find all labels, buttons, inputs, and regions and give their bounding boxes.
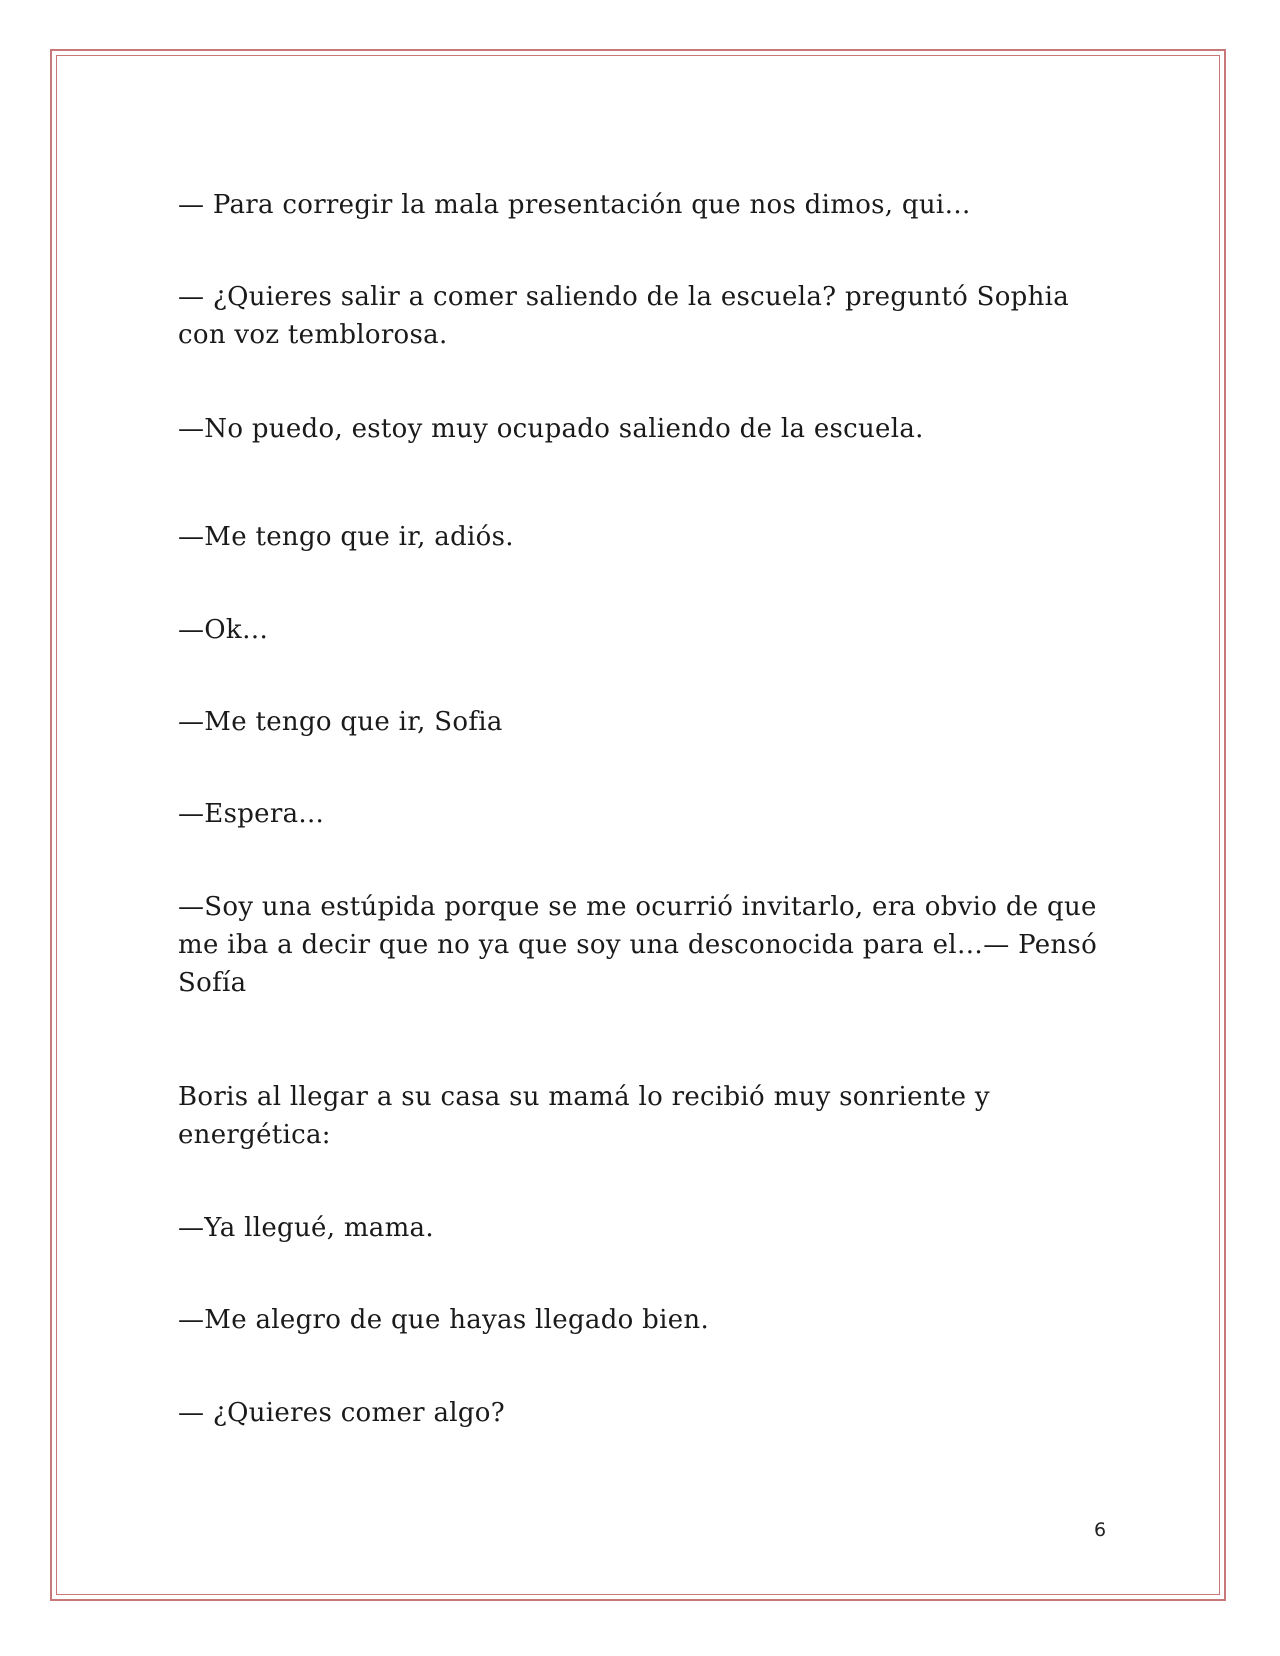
paragraph-12: — ¿Quieres comer algo? [178,1398,505,1428]
paragraph-7: —Espera... [178,799,325,829]
paragraph-9: Boris al llegar a su casa su mamá lo recibió muy sonriente y energética: [178,1082,990,1150]
paragraph-6: —Me tengo que ir, Sofia [178,707,503,737]
paragraph-11: —Me alegro de que hayas llegado bien. [178,1305,710,1335]
paragraph-3: —No puedo, estoy muy ocupado saliendo de la escuela. [178,414,924,444]
paragraph-5: —Ok… [178,615,269,645]
paragraph-8: —Soy una estúpida porque se me ocurrió invitarlo, era obvio de que me iba a decir que no ya que soy una desconocida para el…— Pensó Sofía [178,892,1098,998]
paragraph-1: — Para corregir la mala presentación que nos dimos, qui… [178,190,971,220]
paragraph-10: —Ya llegué, mama. [178,1213,434,1243]
paragraph-4: —Me tengo que ir, adiós. [178,522,514,552]
paragraph-2: — ¿Quieres salir a comer saliendo de la escuela? preguntó Sophia con voz temblorosa. [178,282,1070,350]
page-number: 6 [1093,1519,1107,1541]
